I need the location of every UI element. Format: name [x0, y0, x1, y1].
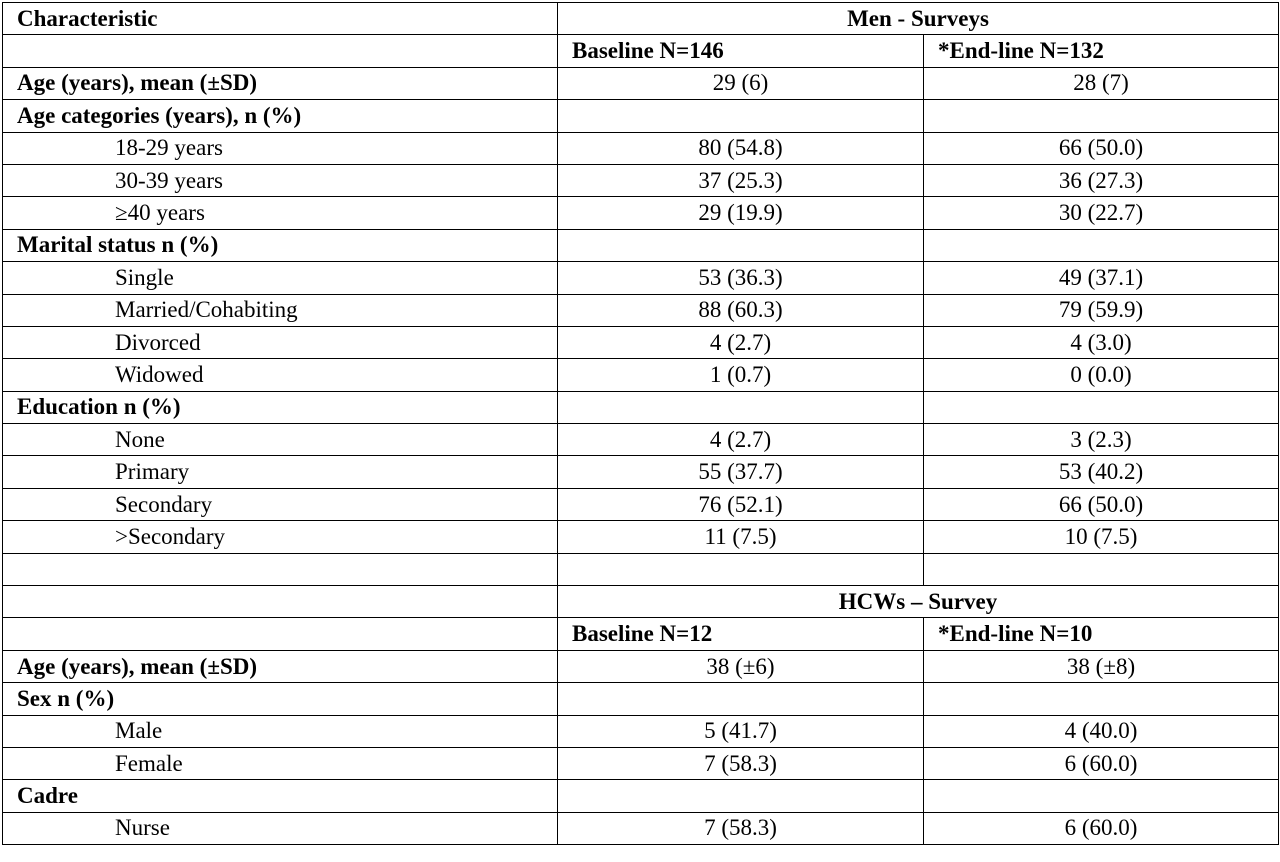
item-label: Widowed: [3, 359, 558, 391]
endline-value: 30 (22.7): [924, 197, 1279, 229]
hcw-survey-group-header-row: [3, 586, 1279, 618]
baseline-value: [558, 229, 924, 261]
men-survey-group-header: Men - Surveys: [558, 3, 1279, 35]
men-table-row: [3, 262, 1279, 294]
men-table-row: [3, 132, 1279, 164]
empty-cell: [558, 553, 924, 585]
item-label: 18-29 years: [3, 132, 558, 164]
endline-value: 10 (7.5): [924, 521, 1279, 553]
item-label: Primary: [3, 456, 558, 488]
characteristic-header: Characteristic: [3, 3, 558, 35]
baseline-value: 11 (7.5): [558, 521, 924, 553]
endline-value: 38 (±8): [924, 650, 1279, 682]
empty-cell: [3, 35, 558, 67]
men-table-row: [3, 391, 1279, 423]
category-label: Education n (%): [3, 391, 558, 423]
men-table-row: [3, 229, 1279, 261]
men-table-row: [3, 197, 1279, 229]
hcw-table-row: [3, 780, 1279, 812]
item-label: Married/Cohabiting: [3, 294, 558, 326]
endline-value: 4 (40.0): [924, 715, 1279, 747]
category-label: Marital status n (%): [3, 229, 558, 261]
men-survey-column-header-row: [3, 35, 1279, 67]
endline-value: 0 (0.0): [924, 359, 1279, 391]
baseline-value: 80 (54.8): [558, 132, 924, 164]
men-endline-header: *End-line N=132: [924, 35, 1279, 67]
baseline-value: 38 (±6): [558, 650, 924, 682]
category-label: Age (years), mean (±SD): [3, 67, 558, 99]
item-label: Single: [3, 262, 558, 294]
baseline-value: 88 (60.3): [558, 294, 924, 326]
endline-value: 6 (60.0): [924, 747, 1279, 779]
baseline-value: 53 (36.3): [558, 262, 924, 294]
baseline-value: [558, 683, 924, 715]
item-label: Nurse: [3, 812, 558, 844]
item-label: ≥40 years: [3, 197, 558, 229]
item-label: 30-39 years: [3, 164, 558, 196]
baseline-value: [558, 780, 924, 812]
endline-value: 79 (59.9): [924, 294, 1279, 326]
empty-cell: [3, 586, 558, 618]
baseline-value: 4 (2.7): [558, 326, 924, 358]
hcw-table-row: [3, 812, 1279, 844]
baseline-value: 29 (6): [558, 67, 924, 99]
men-table-row: [3, 424, 1279, 456]
item-label: None: [3, 424, 558, 456]
hcw-survey-group-header: HCWs – Survey: [558, 586, 1279, 618]
category-label: Age (years), mean (±SD): [3, 650, 558, 682]
men-table-row: [3, 164, 1279, 196]
endline-value: 53 (40.2): [924, 456, 1279, 488]
category-label: Sex n (%): [3, 683, 558, 715]
baseline-value: 37 (25.3): [558, 164, 924, 196]
hcw-table-row: [3, 650, 1279, 682]
baseline-value: 5 (41.7): [558, 715, 924, 747]
endline-value: [924, 229, 1279, 261]
item-label: Female: [3, 747, 558, 779]
hcw-endline-header: *End-line N=10: [924, 618, 1279, 650]
men-table-row: [3, 326, 1279, 358]
endline-value: 6 (60.0): [924, 812, 1279, 844]
men-table-row: [3, 521, 1279, 553]
hcw-table-row: [3, 747, 1279, 779]
category-label: Age categories (years), n (%): [3, 100, 558, 132]
endline-value: [924, 780, 1279, 812]
men-table-row: [3, 294, 1279, 326]
baseline-value: [558, 100, 924, 132]
baseline-value: [558, 391, 924, 423]
spacer-row: [3, 553, 1279, 585]
empty-cell: [3, 618, 558, 650]
men-table-row: [3, 67, 1279, 99]
baseline-value: 55 (37.7): [558, 456, 924, 488]
baseline-value: 29 (19.9): [558, 197, 924, 229]
baseline-value: 7 (58.3): [558, 747, 924, 779]
characteristics-table: [2, 2, 1279, 845]
baseline-value: 7 (58.3): [558, 812, 924, 844]
item-label: Divorced: [3, 326, 558, 358]
hcw-survey-column-header-row: [3, 618, 1279, 650]
endline-value: [924, 391, 1279, 423]
men-table-row: [3, 456, 1279, 488]
hcw-table-row: [3, 683, 1279, 715]
empty-cell: [924, 553, 1279, 585]
endline-value: [924, 683, 1279, 715]
table-body: [3, 3, 1279, 845]
category-label: Cadre: [3, 780, 558, 812]
endline-value: [924, 100, 1279, 132]
item-label: >Secondary: [3, 521, 558, 553]
endline-value: 36 (27.3): [924, 164, 1279, 196]
endline-value: 66 (50.0): [924, 488, 1279, 520]
men-baseline-header: Baseline N=146: [558, 35, 924, 67]
men-table-row: [3, 100, 1279, 132]
men-table-row: [3, 359, 1279, 391]
item-label: Male: [3, 715, 558, 747]
baseline-value: 76 (52.1): [558, 488, 924, 520]
baseline-value: 4 (2.7): [558, 424, 924, 456]
men-table-row: [3, 488, 1279, 520]
endline-value: 28 (7): [924, 67, 1279, 99]
baseline-value: 1 (0.7): [558, 359, 924, 391]
men-survey-group-header-row: [3, 3, 1279, 35]
endline-value: 3 (2.3): [924, 424, 1279, 456]
hcw-table-row: [3, 715, 1279, 747]
endline-value: 49 (37.1): [924, 262, 1279, 294]
endline-value: 4 (3.0): [924, 326, 1279, 358]
hcw-baseline-header: Baseline N=12: [558, 618, 924, 650]
item-label: Secondary: [3, 488, 558, 520]
endline-value: 66 (50.0): [924, 132, 1279, 164]
empty-cell: [3, 553, 558, 585]
